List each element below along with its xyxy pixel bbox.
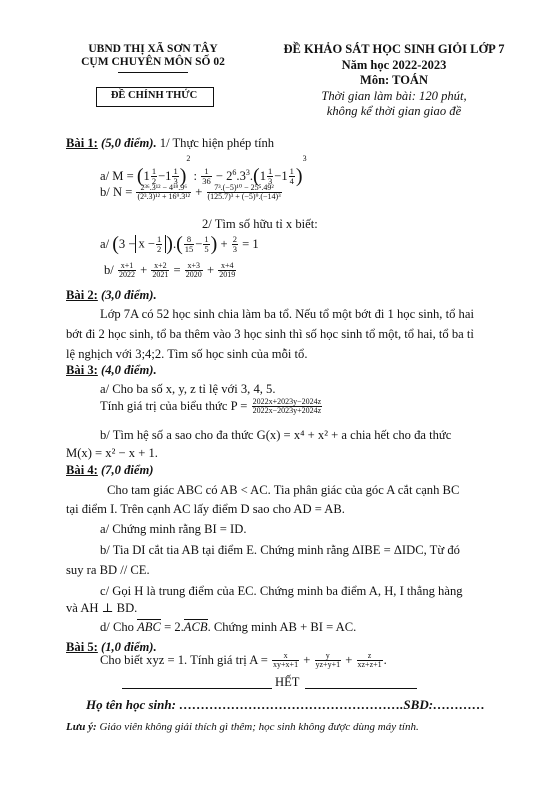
dot: . [172,236,177,251]
fraction: $\frac{x+1}{2022}$ [118,261,135,280]
b4-heading [66,463,153,478]
b4-line7: và AH ⊥ BD. [66,601,138,615]
num: 1 [281,168,288,183]
b1-d-label: b/ [104,263,114,278]
abs-expr: x − $\frac{1}{2}$ [135,235,166,254]
b3-points: (4,0 điểm). [101,363,157,377]
b1-points: (5,0 điểm). [101,136,157,150]
b3-line2: Tính giá trị của biểu thức P = $\frac{2022x+2023y-2024z}{2022x-2023y+2024z}$ [100,397,322,416]
b4-title: Bài 4: [66,463,98,477]
b2-line1: Lớp 7A có 52 học sinh chia làm ba tổ. Nếu tổ một bớt đi 1 học sinh, tổ hai [100,307,474,321]
header-underline [118,72,188,73]
plus: + [195,185,203,200]
fraction: $\frac{x+4}{2019}$ [219,261,236,280]
fraction: $\frac{2}{3}$ [232,233,237,254]
num: 1 [259,168,266,183]
school-year: Năm học 2022-2023 [341,58,447,72]
paren: ( [136,165,144,188]
b3-line4: M(x) = x² − x + 1. [66,446,158,460]
fraction: $\frac{y}{yz+y+1}$ [315,651,341,670]
paren: ) [166,233,173,255]
b1-c [100,234,259,254]
het-line-left [122,688,272,689]
exponent: 3 [302,154,307,163]
b4-points: (7,0 điểm) [101,463,154,477]
time-limit: Thời gian làm bài: 120 phút, [321,89,467,103]
fraction: $\frac{1}{4}$ [289,165,294,186]
plus: + [206,263,215,278]
fraction: $\frac{2022x+2023y-2024z}{2022x-2023y+2024z}$ [252,397,322,416]
fraction: $\frac{x+2}{2021}$ [152,261,169,280]
fraction: $\frac{1}{2}$ [151,165,157,186]
num: 1 [143,168,150,183]
angle-abc: ABC [137,620,161,634]
note-text: Giáo viên không giải thích gì thêm; học sinh không được dùng máy tính. [99,721,419,733]
equals: = [173,263,181,278]
paren: ( [253,165,260,188]
paren: ) [210,233,218,255]
b4-line4: b/ Tia DI cắt tia AB tại điểm E. Chứng minh rằng ΔIBE = ΔIDC, Từ đó [100,543,460,557]
plus: + [220,236,228,251]
b2-points: (3,0 điểm). [101,288,157,302]
minus: − [195,236,203,251]
b1-c-label: a/ [100,236,110,251]
b2-heading [66,288,157,303]
note-label: Lưu ý: [66,721,97,733]
b5-line1: Cho biết xyz = 1. Tính giá trị A = $\frac{x}{xy+x+1}$ + $\frac{y}{yz+y+1}$ + $\frac{z}{xz+z+1}$ . [100,651,387,670]
official-label: ĐỀ CHÍNH THỨC [110,90,198,101]
fraction: $\frac{x+3}{2020}$ [185,261,202,280]
paren: ) [179,165,187,188]
b1-a-label: a/ M = [100,168,134,183]
b1-b [100,184,283,202]
department-name: CỤM CHUYÊN MÔN SỐ 02 [81,56,225,68]
num: 1 [165,168,172,183]
fraction: $\frac{1}{36}$ [202,165,211,186]
fraction: $\frac{x}{xy+x+1}$ [273,651,299,670]
fraction: $\frac{\text{7³.(−5)¹⁰ − 25⁵.49²}}{\text{(125.7)³ + (−5)⁹.(−14)³}}$ [207,183,281,202]
b4-line5: suy ra BD // CE. [66,563,150,577]
b1-heading [66,136,274,151]
het-label: HẾT [275,675,300,689]
equals-one: = 1 [242,236,259,251]
three-minus: 3 − [118,236,136,251]
b4-line6: c/ Gọi H là trung điểm của EC. Chứng minh ba điểm A, H, I thẳng hàng [100,584,463,598]
b4-line3: a/ Chứng minh rằng BI = ID. [100,522,247,536]
fraction: $\frac{8}{15}$ [184,233,194,254]
fraction: $\frac{1}{3}$ [173,165,178,186]
b1-part1: 1/ Thực hiện phép tính [159,136,275,150]
het-line-right [305,688,417,689]
b5-points: (1,0 điểm). [101,640,157,654]
paren: ( [176,233,183,255]
agency-name: UBND THỊ XÃ SƠN TÂY [88,43,218,55]
b1-d [104,262,237,280]
angle-acb: ACB [183,620,208,634]
note [66,721,419,733]
b2-line2: bớt đi 2 học sinh, tổ ba thêm vào 3 học sinh thì số học sinh tổ một, tổ hai, tổ ba tỉ [66,327,474,341]
b2-title: Bài 2: [66,288,98,302]
b1-a: a/ M = (1 $\frac{1}{2}$ −1 $\frac{1}{3}$ )$^2$ : $\frac{1}{36}$ − $2^6.3^3.(1$ $\frac{1}{3}$ −1 $\frac{1}{4}$ )$^3$ [100,154,307,188]
paren-expr: ( [112,233,119,255]
mid-term: − $2^6.3^3$. [215,168,254,184]
plus: + [140,263,148,278]
b3-line3: b/ Tìm hệ số a sao cho đa thức G(x) = x⁴ + x² + a chia hết cho đa thức [100,428,452,442]
b2-line3: lệ nghịch với 3;4;2. Tìm số học sinh của mỗi tổ. [66,347,308,361]
fraction: $\frac{1}{3}$ [268,165,273,186]
subject: Môn: TOÁN [360,73,428,87]
time-note: không kể thời gian giao đề [326,104,462,118]
exam-title: ĐỀ KHẢO SÁT HỌC SINH GIỎI LỚP 7 [283,42,505,56]
exponent: 2 [186,154,191,163]
b3-line1: a/ Cho ba số x, y, z tỉ lệ với 3, 4, 5. [100,382,276,396]
b4-line1: Cho tam giác ABC có AB < AC. Tia phân giác của góc A cắt cạnh BC [107,483,460,497]
b3-heading [66,363,157,378]
fraction: $\frac{\text{2³⁶.3¹² − 4¹⁸.9⁶}}{\text{(2³.3)¹² + 16⁹.3¹²}}$ [137,183,191,202]
paren: ) [295,165,303,188]
b4-line2: tại điểm I. Trên cạnh AC lấy điểm D sao cho AD = AB. [66,502,345,516]
b4-line8: d/ Cho ABC = 2.ACB. Chứng minh AB + BI = AC. [100,620,357,634]
fraction: $\frac{1}{5}$ [204,233,209,254]
fraction: $\frac{z}{xz+z+1}$ [357,651,382,670]
b5-title: Bài 5: [66,640,98,654]
b1-part2: 2/ Tìm số hữu tỉ x biết: [202,217,318,231]
b1-b-label: b/ N = [100,185,133,200]
b3-title: Bài 3: [66,363,98,377]
div-sign: : [193,168,198,183]
student-info: Họ tên học sinh: …………………………………………….SBD:………… [86,697,486,712]
b1-title: Bài 1: [66,136,98,150]
